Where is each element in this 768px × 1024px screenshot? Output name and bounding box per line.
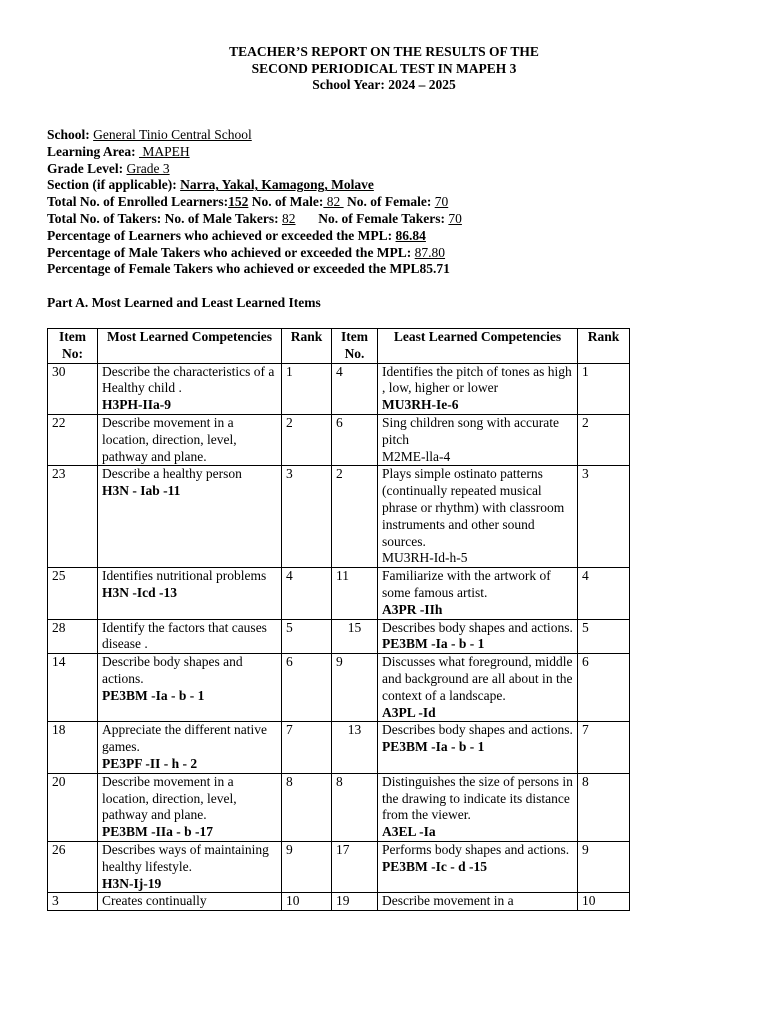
most-learned-cell [98, 773, 282, 841]
learning-area-line [47, 144, 747, 161]
item-no-2-cell: 11 [332, 568, 378, 619]
school-line [47, 127, 747, 144]
most-learned-cell-text: Describe a healthy person [102, 466, 242, 482]
most-learned-cell-text: Describe movement in a location, direction, level, pathway and plane. [102, 773, 237, 823]
rank-2-cell: 6 [578, 654, 630, 722]
least-learned-cell-code: A3PR -IIh [382, 601, 443, 617]
part-a-heading: Part A. Most Learned and Least Learned Items [47, 295, 321, 310]
rank-2-cell: 3 [578, 466, 630, 568]
least-learned-cell [378, 893, 578, 911]
most-learned-cell-text: Appreciate the different native games. [102, 722, 268, 755]
least-learned-cell-code: MU3RH-Id-h-5 [382, 550, 468, 566]
least-learned-cell-code: M2ME-lla-4 [382, 448, 451, 464]
section-line [47, 177, 747, 194]
rank-2-cell: 7 [578, 722, 630, 773]
item-no-cell: 28 [48, 619, 98, 654]
male-takers-label: No. of Male Takers: [164, 210, 279, 226]
grade-level-value: Grade 3 [126, 160, 170, 176]
item-no-cell: 30 [48, 363, 98, 414]
header-most-learned: Most Learned Competencies [98, 329, 282, 364]
most-learned-cell [98, 414, 282, 465]
rank-cell: 8 [282, 773, 332, 841]
rank-2-cell: 8 [578, 773, 630, 841]
rank-2-cell: 4 [578, 568, 630, 619]
enrolled-value: 152 [228, 194, 249, 210]
least-learned-cell [378, 619, 578, 654]
item-no-cell: 3 [48, 893, 98, 911]
header-least-learned: Least Learned Competencies [378, 329, 578, 364]
rank-2-cell: 5 [578, 619, 630, 654]
male-value: 82 [323, 194, 344, 210]
item-no-cell: 22 [48, 414, 98, 465]
item-no-cell: 23 [48, 466, 98, 568]
item-no-cell: 20 [48, 773, 98, 841]
female-takers-label: No. of Female Takers: [318, 210, 446, 226]
item-no-2-cell: 13 [332, 722, 378, 773]
table-row [48, 654, 630, 722]
rank-cell: 5 [282, 619, 332, 654]
least-learned-cell [378, 722, 578, 773]
most-learned-cell-text: Describe body shapes and actions. [102, 654, 243, 686]
least-learned-cell-code: A3PL -Id [382, 704, 436, 720]
male-label: No. of Male: [251, 194, 324, 210]
most-learned-cell [98, 363, 282, 414]
rank-2-cell: 9 [578, 841, 630, 892]
rank-cell: 7 [282, 722, 332, 773]
item-no-2-cell: 9 [332, 654, 378, 722]
least-learned-cell-code: A3EL -Ia [382, 824, 436, 840]
most-learned-cell [98, 568, 282, 619]
item-no-2-cell: 17 [332, 841, 378, 892]
takers-label: Total No. of Takers: [47, 210, 162, 226]
table-row [48, 722, 630, 773]
rank-2-cell: 1 [578, 363, 630, 414]
header-rank: Rank [282, 329, 332, 364]
table-row [48, 363, 630, 414]
most-learned-cell-code: H3N - Iab -11 [102, 483, 181, 499]
item-no-cell: 25 [48, 568, 98, 619]
least-learned-cell-text: Describe movement in a [382, 893, 514, 909]
item-no-2-cell: 2 [332, 466, 378, 568]
female-takers-value: 70 [448, 210, 462, 226]
most-learned-cell-text: Describe the characteristics of a Healthy child . [102, 363, 275, 396]
takers-line [47, 211, 747, 228]
competencies-table [47, 328, 630, 911]
pct-female-line [47, 261, 747, 278]
most-learned-cell-text: Describe movement in a location, direction, level, pathway and plane. [102, 414, 237, 464]
female-value: 70 [434, 194, 449, 210]
least-learned-cell-text: Discusses what foreground, middle and background are all about in the context of a landscape. [382, 654, 573, 703]
item-no-2-cell: 8 [332, 773, 378, 841]
report-info [47, 127, 747, 278]
pct-learners-value: 86.84 [395, 227, 426, 243]
least-learned-cell-code: PE3BM -Ic - d -15 [382, 858, 487, 874]
least-learned-cell-text: Identifies the pitch of tones as high , low, higher or lower [382, 363, 572, 396]
table-row [48, 414, 630, 465]
rank-cell: 10 [282, 893, 332, 911]
most-learned-cell-code: PE3PF -II - h - 2 [102, 755, 198, 771]
learning-area-label: Learning Area: [47, 143, 136, 159]
most-learned-cell [98, 466, 282, 568]
section-label: Section (if applicable): [47, 177, 177, 193]
table-row [48, 619, 630, 654]
most-learned-cell-text: Describes ways of maintaining healthy lifestyle. [102, 841, 269, 874]
table-row [48, 466, 630, 568]
rank-cell: 9 [282, 841, 332, 892]
table-row [48, 568, 630, 619]
most-learned-cell-code: H3N-Ij-19 [102, 875, 162, 891]
most-learned-cell-code: PE3BM -Ia - b - 1 [102, 687, 205, 703]
pct-male-value: 87.80 [414, 244, 446, 260]
school-label: School: [47, 127, 90, 142]
least-learned-cell [378, 841, 578, 892]
section-value: Narra, Yakal, Kamagong, Molave [180, 177, 374, 193]
least-learned-cell-text: Describes body shapes and actions. [382, 619, 573, 635]
rank-cell: 4 [282, 568, 332, 619]
pct-learners-line [47, 228, 747, 245]
item-no-2-cell: 19 [332, 893, 378, 911]
most-learned-cell-code: H3N -Icd -13 [102, 584, 177, 600]
grade-level-line [47, 161, 747, 178]
most-learned-cell-text: Identify the factors that causes disease . [102, 619, 267, 652]
table-body [48, 363, 630, 911]
item-no-2-cell: 15 [332, 619, 378, 654]
table-row [48, 841, 630, 892]
least-learned-cell-text: Performs body shapes and actions. [382, 841, 570, 857]
grade-level-label: Grade Level: [47, 160, 124, 176]
enrolled-line [47, 194, 747, 211]
most-learned-cell-text: Creates continually [102, 893, 207, 909]
title-line-3: School Year: 2024 – 2025 [312, 77, 456, 92]
item-no-cell: 14 [48, 654, 98, 722]
rank-2-cell: 2 [578, 414, 630, 465]
report-title [0, 44, 768, 94]
table-row [48, 773, 630, 841]
least-learned-cell [378, 466, 578, 568]
item-no-2-cell: 6 [332, 414, 378, 465]
header-item-no-2: Item No. [332, 329, 378, 364]
rank-cell: 3 [282, 466, 332, 568]
male-takers-value: 82 [282, 210, 296, 226]
item-no-cell: 26 [48, 841, 98, 892]
least-learned-cell-code: PE3BM -Ia - b - 1 [382, 739, 485, 755]
rank-2-cell: 10 [578, 893, 630, 911]
least-learned-cell-text: Sing children song with accurate pitch [382, 414, 559, 447]
rank-cell: 1 [282, 363, 332, 414]
most-learned-cell-text: Identifies nutritional problems [102, 568, 267, 584]
item-no-cell: 18 [48, 722, 98, 773]
pct-male-label: Percentage of Male Takers who achieved or exceeded the MPL: [47, 244, 412, 260]
least-learned-cell [378, 414, 578, 465]
least-learned-cell-text: Plays simple ostinato patterns (continually repeated musical phrase or rhythm) with classroom instruments and other sound sources. [382, 466, 565, 549]
least-learned-cell-code: PE3BM -Ia - b - 1 [382, 636, 485, 652]
most-learned-cell-code: H3PH-IIa-9 [102, 397, 171, 413]
pct-female-label: Percentage of Female Takers who achieved or exceeded the MPL85.71 [47, 261, 450, 277]
least-learned-cell [378, 773, 578, 841]
least-learned-cell-text: Familiarize with the artwork of some famous artist. [382, 568, 551, 600]
least-learned-cell-text: Distinguishes the size of persons in the drawing to indicate its distance from the viewer. [382, 773, 573, 823]
rank-cell: 6 [282, 654, 332, 722]
table-header-row [48, 329, 630, 364]
female-label: No. of Female: [346, 194, 432, 210]
title-line-2: SECOND PERIODICAL TEST IN MAPEH 3 [251, 60, 517, 76]
pct-learners-label: Percentage of Learners who achieved or exceeded the MPL: [47, 227, 393, 243]
most-learned-cell-code: PE3BM -IIa - b -17 [102, 824, 213, 840]
most-learned-cell [98, 619, 282, 654]
pct-male-line [47, 245, 747, 262]
header-item-no: Item No: [48, 329, 98, 364]
title-line-1: TEACHER’S REPORT ON THE RESULTS OF THE [229, 44, 539, 59]
item-no-2-cell: 4 [332, 363, 378, 414]
enrolled-label: Total No. of Enrolled Learners: [47, 194, 229, 210]
least-learned-cell-code: MU3RH-Ie-6 [382, 397, 459, 413]
most-learned-cell [98, 722, 282, 773]
most-learned-cell [98, 654, 282, 722]
least-learned-cell [378, 654, 578, 722]
least-learned-cell-text: Describes body shapes and actions. [382, 722, 573, 738]
table-row [48, 893, 630, 911]
most-learned-cell [98, 841, 282, 892]
most-learned-cell [98, 893, 282, 911]
header-rank-2: Rank [578, 329, 630, 364]
rank-cell: 2 [282, 414, 332, 465]
least-learned-cell [378, 363, 578, 414]
least-learned-cell [378, 568, 578, 619]
school-value: General Tinio Central School [93, 127, 252, 142]
learning-area-value: MAPEH [139, 143, 190, 159]
